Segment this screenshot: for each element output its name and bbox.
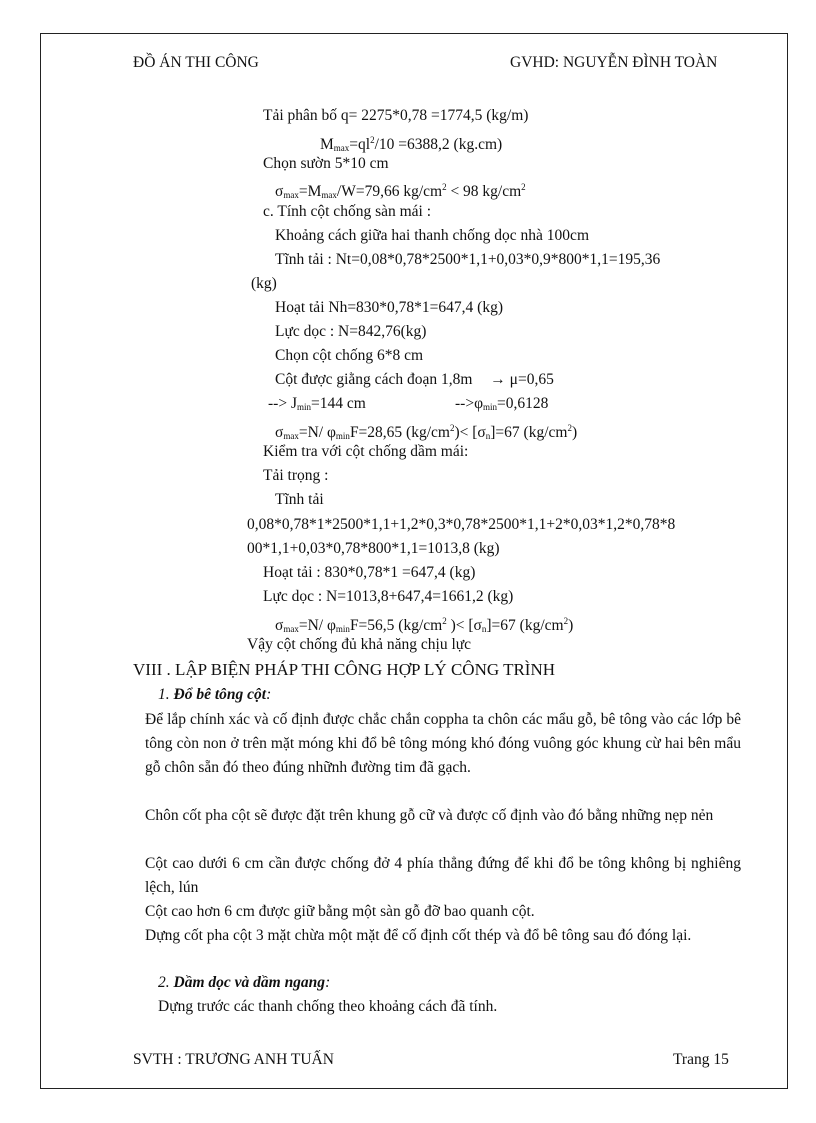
paragraph-6: Dựng trước các thanh chống theo khoảng cách đã tính.	[158, 998, 498, 1015]
line-conclusion: Vậy cột chống đủ khả năng chịu lực	[247, 636, 472, 653]
footer-left: SVTH : TRƯƠNG ANH TUẤN	[133, 1051, 334, 1068]
line-axial-force: Lực dọc : N=842,76(kg)	[275, 323, 427, 340]
section-heading: VIII . LẬP BIỆN PHÁP THI CÔNG HỢP LÝ CÔNG TRÌNH	[133, 660, 556, 679]
line-buckling-coef: $-->\varphi_{min}=0,6128$	[455, 395, 549, 412]
line-bracing: Cột được giằng cách đoạn 1,8m → μ=0,65	[275, 371, 554, 388]
line-stress-check-2: $\sigma_{max}=N/$ $\varphi_{min}F=28,65$ $(kg/cm^2)< [\sigma_n]=67$ $(kg/cm^2)$	[275, 423, 578, 441]
line-axial-force-2: Lực dọc : N=1013,8+647,4=1661,2 (kg)	[263, 588, 514, 605]
subheading-2: 2. Dầm dọc và dầm ngang:	[158, 974, 331, 991]
footer-page-number: Trang 15	[673, 1051, 729, 1068]
line-max-moment: $M_{max}=ql^2/10 =6388,2$ (kg.cm)	[320, 135, 503, 153]
line-dead-load-unit: (kg)	[251, 275, 277, 292]
paragraph-3: Cột cao dưới 6 cm cần được chống đở 4 phía thẳng đứng để khi đổ be tông không bị nghiêng lệch, lún	[145, 855, 741, 896]
line-loads: Tải trọng :	[263, 467, 329, 484]
line-inertia: --> $J_{min}=144$ cm	[268, 395, 366, 412]
paragraph-1: Để lắp chính xác và cố định được chắc chắn coppha ta chôn các mẩu gỗ, bê tông vào các lớp bê tông còn non ở trên mặt móng khi đổ bê tông móng khó đóng vuông góc khung cừ hai bên mẩu gỗ chôn sẵn đó theo đúng nhữnh đường tim đã gạch.	[145, 711, 741, 776]
line-spacing: Khoảng cách giữa hai thanh chống dọc nhà 100cm	[275, 227, 589, 244]
line-dead-load-formula: 0,08*0,78*1*2500*1,1+1,2*0,3*0,78*2500*1,1+2*0,03*1,2*0,78*8	[247, 516, 676, 533]
line-live-load: Hoạt tải Nh=830*0,78*1=647,4 (kg)	[275, 299, 503, 316]
paragraph-2: Chôn cốt pha cột sẽ được đặt trên khung gỗ cữ và được cố định vào đó bằng những nẹp nẻn	[145, 807, 714, 824]
line-live-load-2: Hoạt tải : 830*0,78*1 =647,4 (kg)	[263, 564, 476, 581]
line-dead-load: Tĩnh tải : Nt=0,08*0,78*2500*1,1+0,03*0,9*800*1,1=195,36	[275, 251, 661, 268]
paragraph-5: Dựng cốt pha cột 3 mặt chừa một mặt để cố định cốt thép và đổ bê tông sau đó đóng lại.	[145, 927, 692, 944]
arrow-right-icon: →	[490, 371, 506, 388]
line-distributed-load: Tải phân bố q= 2275*0,78 =1774,5 (kg/m)	[263, 107, 529, 124]
line-subsection-c: c. Tính cột chống sàn mái :	[263, 203, 432, 220]
line-beam-check: Kiểm tra với cột chống dầm mái:	[263, 443, 469, 460]
line-choose-column: Chọn cột chống 6*8 cm	[275, 347, 424, 364]
line-stress-check-1: $\sigma_{max}=M_{max}/W=79,66$ $kg/cm^2 < 98$ $kg/cm^2$	[275, 182, 526, 200]
line-dead-load-result: 00*1,1+0,03*0,78*800*1,1=1013,8 (kg)	[247, 540, 500, 557]
line-stress-check-3: $\sigma_{max}=N/$ $\varphi_{min}F=56,5$ ($kg/cm^2$ )< $[\sigma_n]=67$ $(kg/cm^2)$	[275, 616, 574, 634]
line-choose-rib: Chọn sườn 5*10 cm	[263, 155, 389, 172]
subheading-1: 1. Đổ bê tông cột:	[158, 686, 272, 703]
header-right: GVHD: NGUYỄN ĐÌNH TOÀN	[510, 54, 718, 71]
paragraph-4: Cột cao hơn 6 cm được giữ bằng một sàn gỗ đỡ bao quanh cột.	[145, 903, 535, 920]
header-left: ĐỒ ÁN THI CÔNG	[133, 54, 259, 71]
line-dead-load-label: Tĩnh tải	[275, 491, 324, 508]
